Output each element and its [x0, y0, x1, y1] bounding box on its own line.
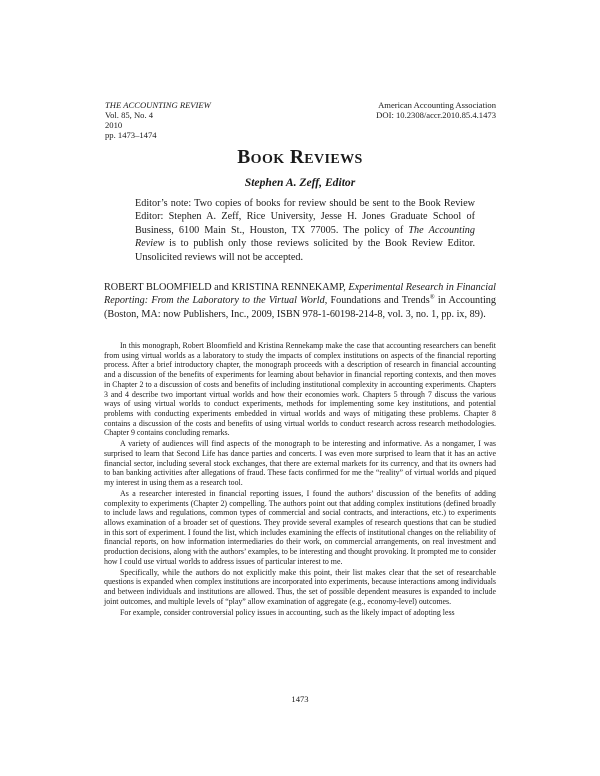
section-title: Book Reviews [237, 147, 363, 168]
citation-authors: ROBERT BLOOMFIELD and KRISTINA RENNEKAMP, [104, 282, 349, 293]
journal-header-left [105, 100, 211, 140]
journal-name: THE ACCOUNTING REVIEW [105, 100, 211, 110]
paragraph: A variety of audiences will find aspects of the monograph to be interesting and informative. As a nongamer, I was surprised to learn that Second Life has dance parties and concerts. I was even more surprised to learn that it has an active financial sector, including several stock exchanges, that there are external markets for its currency, and that its owners had to ban banking activities after allegations of fraud. These facts confirmed for me the “reality” of virtual worlds and piqued my interest in using them as a research tool. [104, 439, 496, 488]
editors-note-part1: Editor’s note: Two copies of books for review should be sent to the Book Review Editor: Stephen A. Zeff, Rice University, Jesse H. Jones Graduate School of Business, 6100 Main St., Houston, TX 77005. The policy of [135, 198, 475, 236]
volume-issue: Vol. 85, No. 4 [105, 110, 154, 120]
citation-trademark: ® [429, 294, 435, 302]
paragraph: As a researcher interested in financial reporting issues, I found the authors’ discussion of the benefits of adding complexity to experiments (Chapter 2) compelling. The authors point out that adding complex institutions (defined broadly to include laws and regulations, common types of commercial and social contracts, and interactions, etc.) to experiments allows examination of a broader set of questions. They provide several examples of research questions that can be studied in this sort of experiment. I found the list, which includes examining the effects of institutional changes on the reliability of financial reports, on how information intermediaries do their work, on commercial arrangements, on real investment and production decisions, along with the authors’ examples, to be interesting and thought provoking. It prompted me to consider how I could use virtual worlds to address issues of particular interest to me. [104, 488, 496, 566]
citation-details: in Accounting (Boston, MA: now Publishers, Inc., 2009, ISBN 978-1-60198-214-8, vol. 3, no. 1, pp. ix, 89). [104, 295, 496, 320]
paragraph: In this monograph, Robert Bloomfield and Kristina Rennekamp make the case that accounting researchers can benefit from using virtual worlds as a laboratory to study the impacts of complex institutions on aspects of the financial reporting process. After a brief introductory chapter, the monograph proceeds with a description of research in financial accounting and a discussion of the benefits of experiments for learning about behavior in financial reporting contexts, and then moves in Chapter 2 to a discussion of costs and benefits of including institutional complexity in accounting experiments. Chapters 3 and 4 describe two important virtual worlds and how their economies work. Chapters 5 through 7 discuss the various ways of using virtual worlds to conduct experiments, methods for implementing some key institutions, and potential problems with conducting experiments embedded in virtual worlds and ways of mitigating these problems. Chapter 8 contains a discussion of the costs and benefits of using virtual worlds to conduct research across research methodologies. Chapter 9 contains concluding remarks. [104, 341, 496, 438]
editors-note [135, 197, 475, 264]
page-number: 1473 [291, 694, 309, 704]
journal-header-right [376, 100, 496, 120]
citation-series: , Foundations and Trends [324, 295, 430, 307]
review-body [104, 341, 496, 619]
page-range: pp. 1473–1474 [105, 130, 157, 140]
editors-note-part2: is to publish only those reviews solicited by the Book Review Editor. Unsolicited reviews will not be accepted. [135, 238, 475, 263]
citation-book-title: Experimental Research in Financial Reporting: From the Laboratory to the Virtual World [104, 282, 496, 307]
paragraph: Specifically, while the authors do not explicitly make this point, their list makes clear that the set of researchable questions is expanded when complex institutions are incorporated into experiments, because interactions among individuals and between individuals and institutions are allowed. Thus, the set of possible dependent measures is expanded to include joint outcomes, and multiple levels of “play” allow examination of aggregate (e.g., economy-level) outcomes. [104, 567, 496, 606]
editors-note-journal: The Accounting Review [135, 224, 475, 250]
section-editor: Stephen A. Zeff, Editor [244, 176, 356, 189]
year: 2010 [105, 120, 123, 130]
book-citation [104, 281, 496, 321]
publisher: American Accounting Association [378, 100, 496, 110]
paragraph: For example, consider controversial policy issues in accounting, such as the likely impact of adopting less [120, 607, 455, 617]
doi: DOI: 10.2308/accr.2010.85.4.1473 [376, 110, 496, 120]
